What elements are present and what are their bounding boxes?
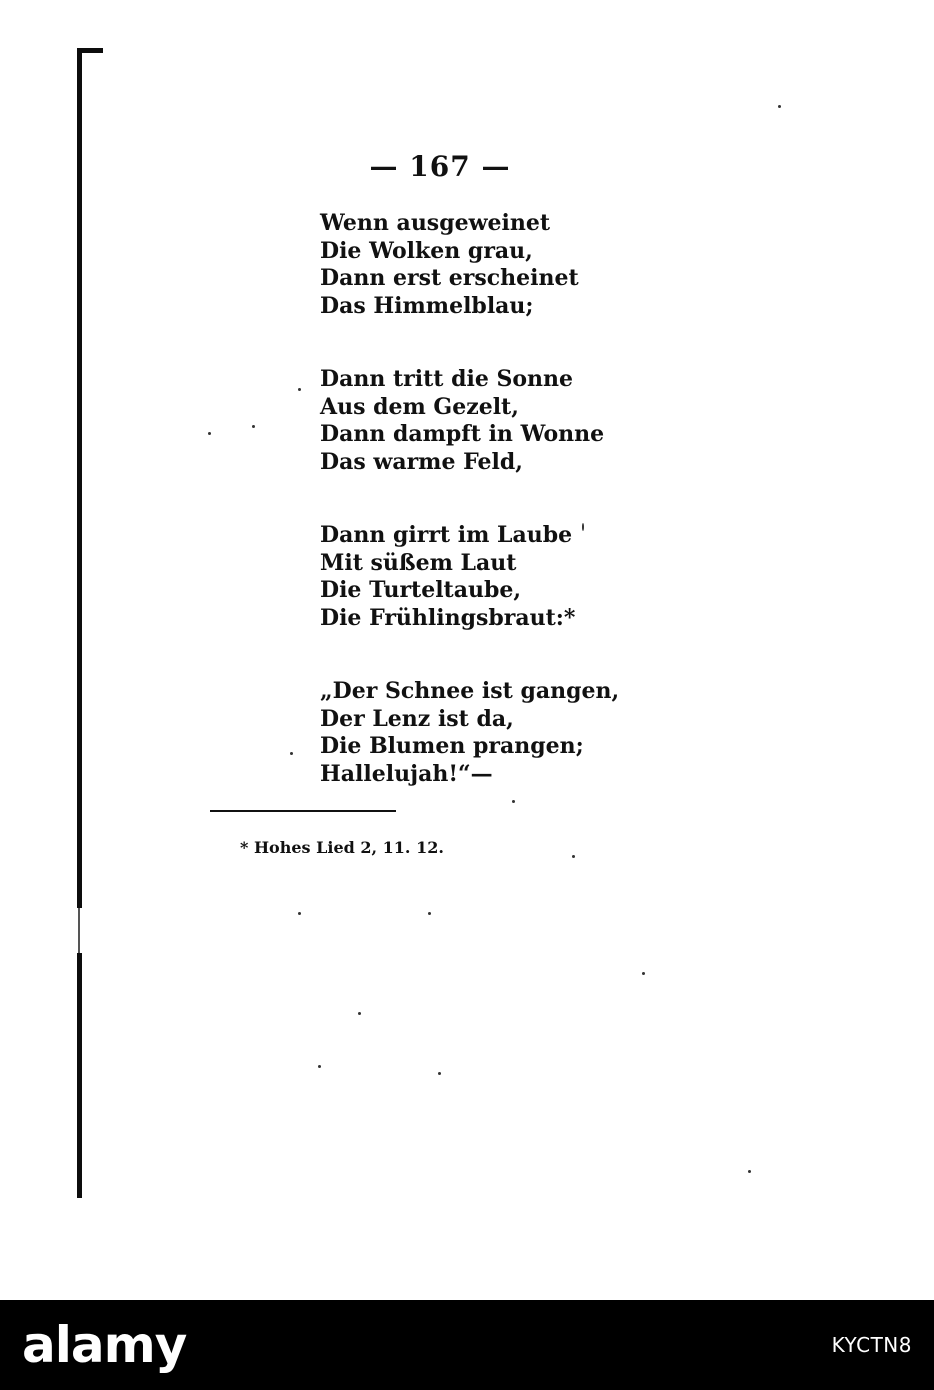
- poem-stanza: [320, 522, 619, 632]
- print-speck: [252, 425, 255, 428]
- poem: [320, 210, 619, 788]
- footnote-rule: [210, 810, 396, 812]
- print-speck: [298, 912, 301, 915]
- verse-line: Wenn ausgeweinet: [320, 210, 551, 236]
- page-corner-mark: [77, 48, 103, 53]
- verse-line: Mit süßem Laut: [320, 549, 517, 576]
- print-speck: [582, 523, 584, 531]
- verse-line: Die Wolken grau,: [320, 237, 533, 264]
- print-speck: [778, 105, 781, 108]
- print-speck: [512, 800, 515, 803]
- page-spine-shadow: [77, 48, 82, 1198]
- poem-stanza: [320, 366, 619, 476]
- poem-stanza: [320, 210, 619, 320]
- print-speck: [358, 1012, 361, 1015]
- verse-line: Die Blumen prangen;: [320, 733, 584, 759]
- verse-line: Der Lenz ist da,: [320, 705, 514, 732]
- print-speck: [428, 912, 431, 915]
- page-number: — 167 —: [369, 150, 511, 183]
- verse-line: Die Turteltaube,: [320, 577, 521, 603]
- print-speck: [438, 1072, 441, 1075]
- print-speck: [208, 432, 211, 435]
- verse-line: Dann tritt die Sonne: [320, 366, 574, 392]
- verse-line: Das Himmelblau;: [320, 292, 534, 319]
- watermark-image-id: KYCTN8: [831, 1333, 912, 1357]
- spine-thin-section: [78, 908, 80, 953]
- print-speck: [290, 752, 293, 755]
- print-speck: [318, 1065, 321, 1068]
- verse-line: Hallelujah!“—: [320, 760, 493, 787]
- print-speck: [748, 1170, 751, 1173]
- verse-line: Aus dem Gezelt,: [320, 393, 519, 420]
- verse-line: Dann dampft in Wonne: [320, 421, 605, 447]
- verse-line: Die Frühlingsbraut:*: [320, 604, 576, 631]
- poem-stanza: [320, 678, 619, 788]
- footnote: * Hohes Lied 2, 11. 12.: [240, 838, 444, 857]
- verse-line: Das warme Feld,: [320, 448, 523, 475]
- print-speck: [572, 855, 575, 858]
- print-speck: [642, 972, 645, 975]
- verse-line: Dann girrt im Laube: [320, 522, 573, 548]
- watermark-logo: alamy: [22, 1316, 187, 1374]
- verse-line: „Der Schnee ist gangen,: [320, 678, 620, 704]
- print-speck: [298, 388, 301, 391]
- verse-line: Dann erst erscheinet: [320, 265, 579, 291]
